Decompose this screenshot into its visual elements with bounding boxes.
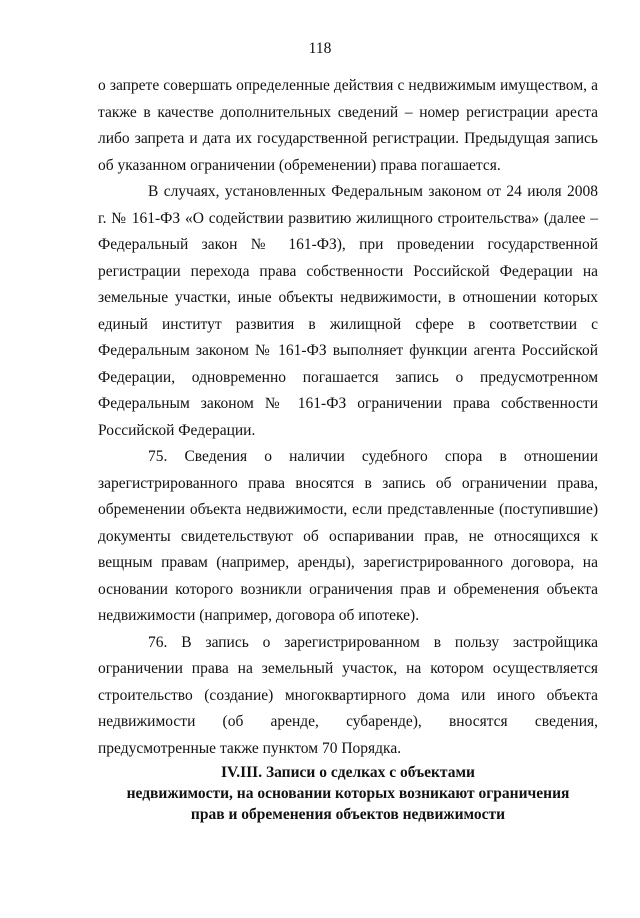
section-heading-line-2: недвижимости, на основании которых возникают ограничения (126, 785, 570, 802)
paragraph-federal-law-161: В случаях, установленных Федеральным законом от 24 июля 2008 г. № 161-ФЗ «О содействии развитию жилищного строительства» (далее – Федеральный закон № 161-ФЗ), при проведении государственной регистрации перехода права собственности Российской Федерации на земельные участки, иные объекты недвижимости, в отношении которых единый институт развития в жилищной сфере в соответствии с Федеральным законом № 161-ФЗ выполняет функции агента Российской Федерации, одновременно погашается запись о предусмотренном Федеральным законом № 161-ФЗ ограничении права собственности Российской Федерации. (98, 183, 598, 439)
document-body (98, 73, 598, 762)
page-number: 118 (308, 40, 332, 57)
section-heading-line-1: IV.III. Записи о сделках с объектами (221, 764, 475, 781)
paragraph-75: 75. Сведения о наличии судебного спора в отношении зарегистрированного права вносятся в запись об ограничении права, обременении объекта недвижимости, если представленные (поступившие) документы свидетельствуют об оспаривании прав, не относящихся к вещным правам (например, аренды), зарегистрированного договора, на основании которого возникли ограничения прав и обременения объекта недвижимости (например, договора об ипотеке). (98, 448, 598, 624)
paragraph-continuation: о запрете совершать определенные действия с недвижимым имуществом, а также в качестве дополнительных сведений – номер регистрации ареста либо запрета и дата их государственной регистрации. Предыдущая запись об указанном ограничении (обременении) права погашается. (98, 77, 598, 174)
section-heading (98, 762, 598, 825)
paragraph-76: 76. В запись о зарегистрированном в пользу застройщика ограничении права на земельный участок, на котором осуществляется строительство (создание) многоквартирного дома или иного объекта недвижимости (об аренде, субаренде), вносятся сведения, предусмотренные также пунктом 70 Порядка. (98, 633, 598, 757)
section-heading-line-3: прав и обременения объектов недвижимости (190, 806, 506, 823)
